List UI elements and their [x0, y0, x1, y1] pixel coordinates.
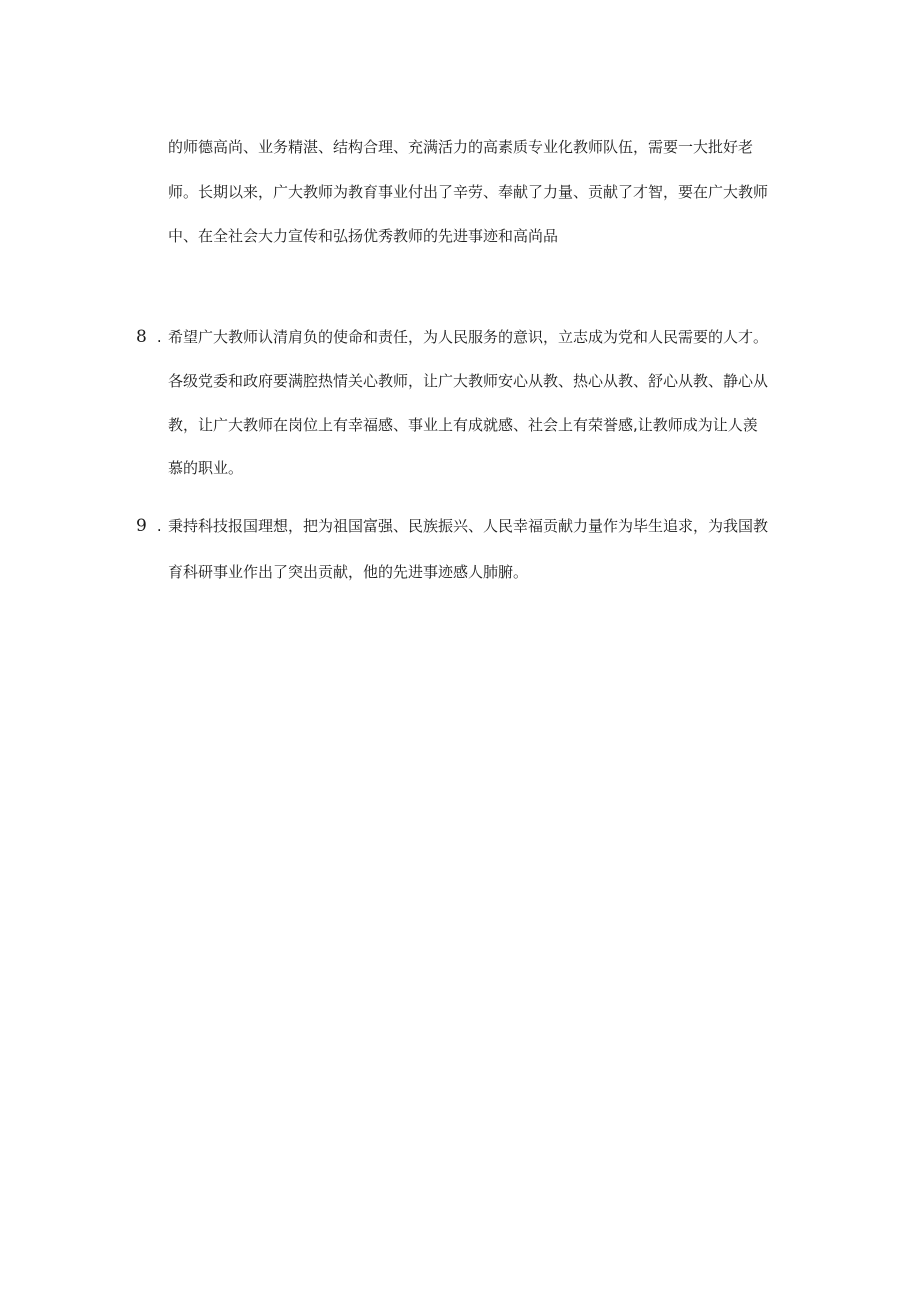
list-item-line: 慕的职业。 — [168, 459, 244, 477]
paragraph-line: 中、在全社会大力宣传和弘扬优秀教师的先进事迹和高尚品 — [168, 227, 559, 245]
list-item-line: 育科研事业作出了突出贡献，他的先进事迹感人肺腑。 — [168, 563, 529, 581]
paragraph-line: 的师德高尚、业务精湛、结构合理、充满活力的高素质专业化教师队伍，需要一大批好老 — [168, 138, 754, 156]
list-item-line: 各级党委和政府要满腔热情关心教师，让广大教师安心从教、热心从教、舒心从教、静心从 — [168, 372, 769, 390]
paragraph-line: 师。长期以来，广大教师为教育事业付出了辛劳、奉献了力量、贡献了才智，要在广大教师 — [168, 183, 769, 201]
list-item-number: 9 . — [136, 516, 162, 536]
list-item-number: 8 . — [136, 327, 162, 347]
list-item-line: 秉持科技报国理想，把为祖国富强、民族振兴、人民幸福贡献力量作为毕生追求，为我国教 — [168, 517, 769, 535]
list-item-line: 希望广大教师认清肩负的使命和责任，为人民服务的意识，立志成为党和人民需要的人才。 — [168, 328, 769, 346]
list-item-line: 教，让广大教师在岗位上有幸福感、事业上有成就感、社会上有荣誉感,让教师成为让人羡 — [168, 416, 758, 434]
